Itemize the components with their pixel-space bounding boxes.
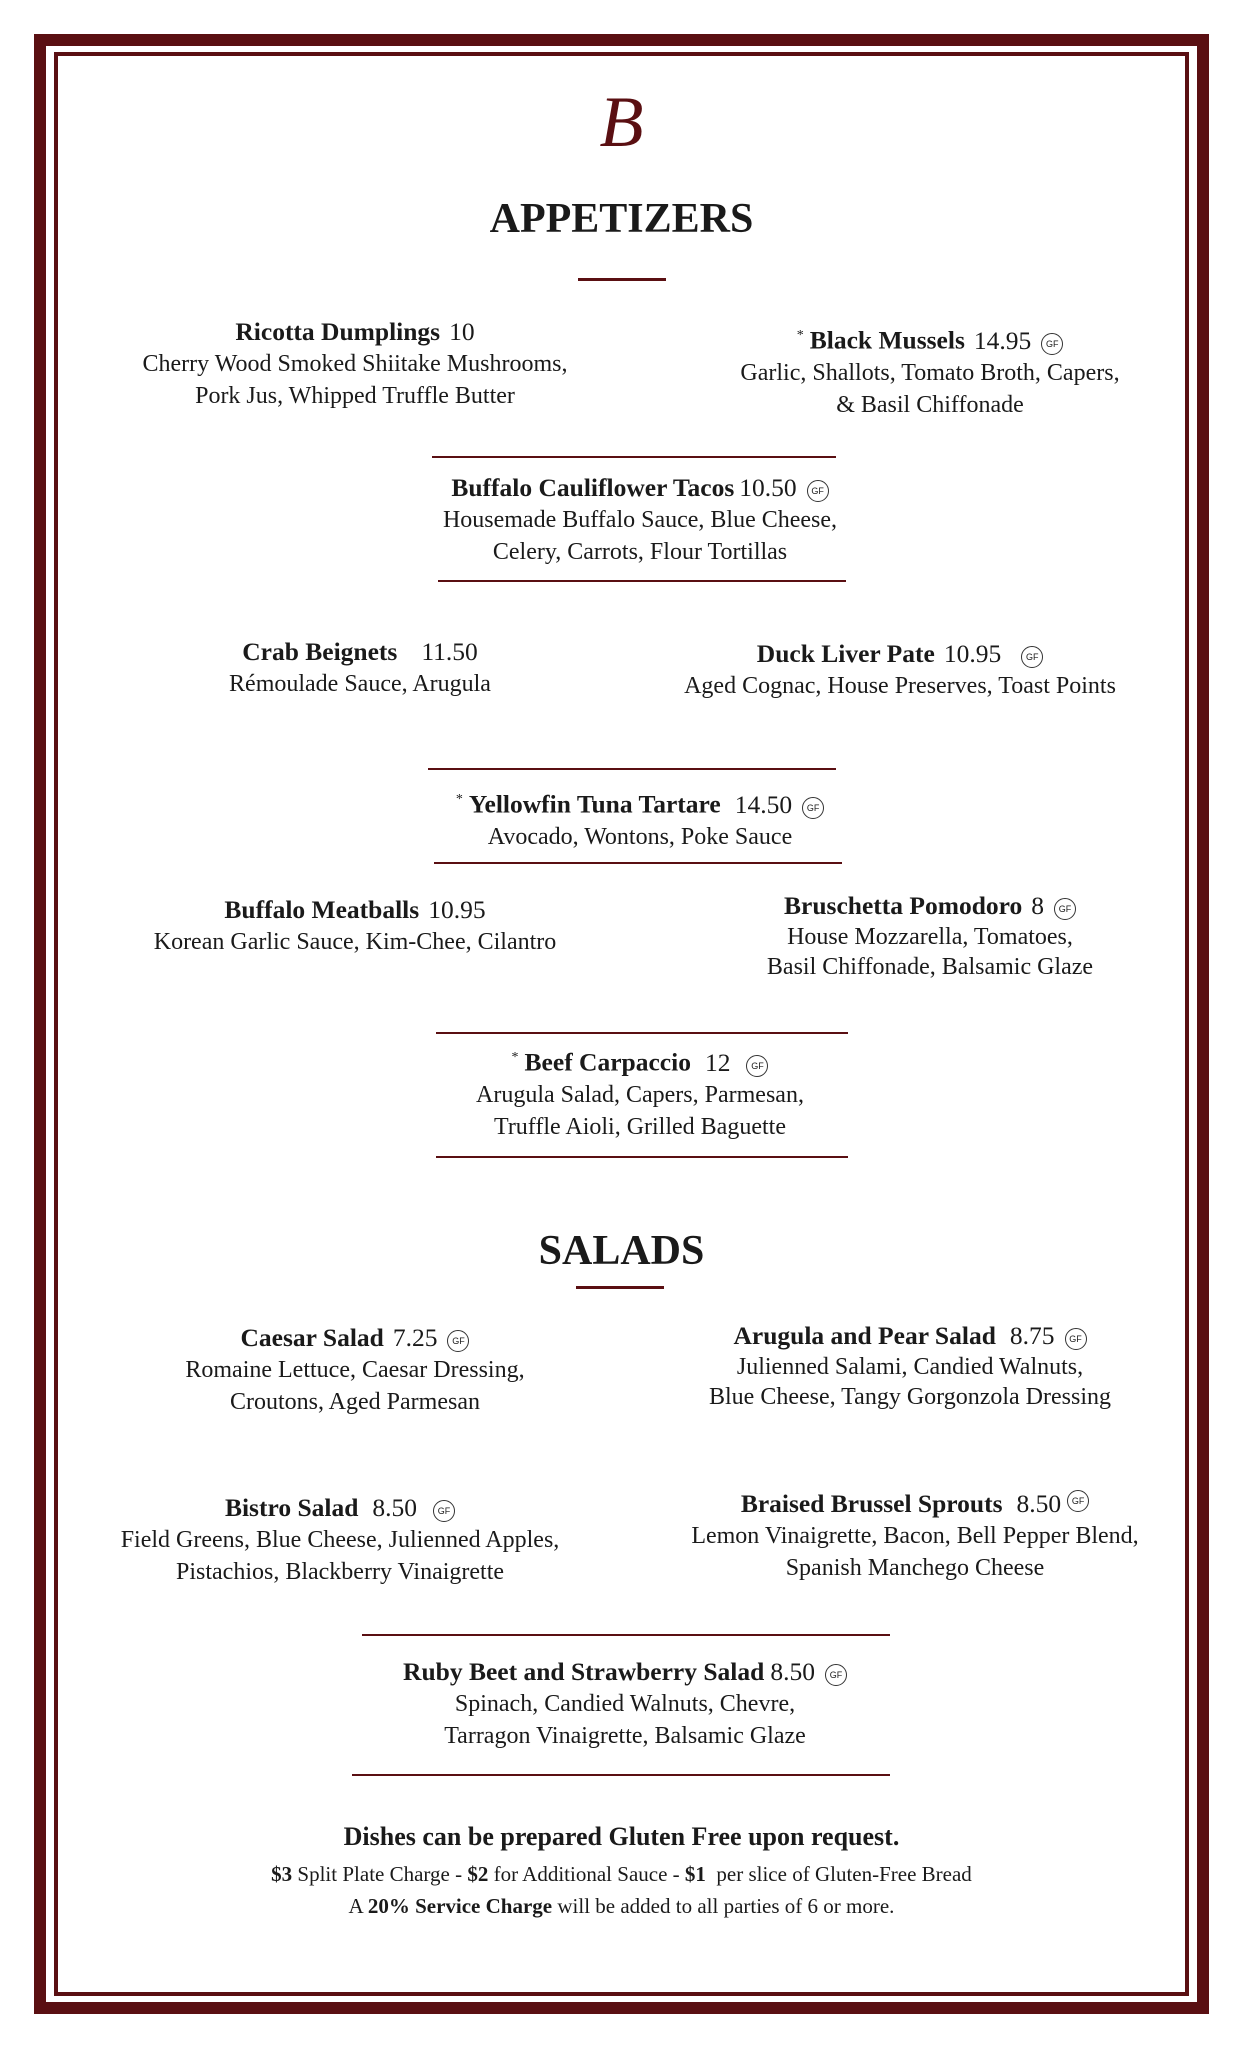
item-price: 10.50 bbox=[739, 473, 797, 502]
item-divider bbox=[352, 1774, 890, 1776]
service-charge-note bbox=[0, 1894, 1243, 1919]
item-name: Ricotta Dumplings bbox=[235, 317, 441, 346]
menu-item bbox=[100, 894, 610, 958]
item-name: Ruby Beet and Strawberry Salad bbox=[403, 1657, 765, 1686]
item-description: Cherry Wood Smoked Shiitake Mushrooms, Pork Jus, Whipped Truffle Butter bbox=[142, 351, 568, 409]
item-description: Field Greens, Blue Cheese, Julienned Apples, Pistachios, Blackberry Vinaigrette bbox=[120, 1527, 560, 1585]
item-description: Lemon Vinaigrette, Bacon, Bell Pepper Blend, Spanish Manchego Cheese bbox=[691, 1523, 1139, 1581]
item-price: 8.50 bbox=[1016, 1489, 1062, 1518]
menu-item bbox=[80, 1492, 600, 1588]
menu-item bbox=[650, 1320, 1170, 1412]
item-description: Arugula Salad, Capers, Parmesan, Truffle Aioli, Grilled Baguette bbox=[476, 1081, 804, 1140]
gluten-free-icon: GF bbox=[825, 1664, 847, 1686]
item-price: 10 bbox=[449, 317, 475, 346]
item-name: Black Mussels bbox=[809, 325, 965, 355]
item-name: Braised Brussel Sprouts bbox=[740, 1489, 1003, 1518]
salads-title-rule bbox=[576, 1286, 664, 1289]
menu-item bbox=[690, 320, 1170, 421]
appetizers-title: APPETIZERS bbox=[489, 196, 754, 242]
item-price: 8.50 bbox=[372, 1493, 418, 1522]
gluten-free-icon: GF bbox=[746, 1055, 768, 1077]
item-price: 8.50 bbox=[770, 1657, 815, 1686]
item-description: Julienned Salami, Candied Walnuts, Blue Cheese, Tangy Gorgonzola Dressing bbox=[708, 1354, 1112, 1410]
menu-item bbox=[130, 1322, 580, 1418]
item-divider bbox=[434, 862, 842, 864]
menu-item bbox=[380, 472, 900, 568]
gluten-free-icon: GF bbox=[802, 797, 824, 819]
menu-item bbox=[380, 784, 900, 853]
split-charge-text: Split Plate Charge - bbox=[292, 1862, 468, 1886]
item-name: Buffalo Meatballs bbox=[224, 895, 420, 924]
item-divider bbox=[436, 1032, 848, 1034]
menu-item bbox=[150, 636, 570, 700]
gluten-free-icon: GF bbox=[1041, 333, 1063, 355]
item-name: Bruschetta Pomodoro bbox=[784, 891, 1023, 920]
item-description: Korean Garlic Sauce, Kim-Chee, Cilantro bbox=[153, 929, 557, 955]
bread-charge-amount: $1 bbox=[684, 1862, 706, 1886]
item-price: 8 bbox=[1031, 891, 1044, 920]
item-price: 10.95 bbox=[428, 895, 486, 924]
item-description: Aged Cognac, House Preserves, Toast Points bbox=[684, 673, 1116, 699]
sauce-charge-amount: $2 bbox=[467, 1862, 489, 1886]
item-price: 14.50 bbox=[734, 789, 793, 819]
item-divider bbox=[428, 768, 836, 770]
gluten-free-icon: GF bbox=[1021, 646, 1043, 668]
menu-item bbox=[690, 890, 1170, 982]
gluten-free-icon: GF bbox=[433, 1500, 455, 1522]
item-price: 10.95 bbox=[943, 639, 1002, 668]
raw-item-asterisk: * bbox=[796, 328, 804, 343]
item-name: Buffalo Cauliflower Tacos bbox=[451, 473, 735, 502]
item-name: Duck Liver Pate bbox=[756, 639, 935, 668]
bread-charge-text: per slice of Gluten-Free Bread bbox=[705, 1862, 972, 1886]
item-description: House Mozzarella, Tomatoes, Basil Chiffonade, Balsamic Glaze bbox=[766, 924, 1094, 980]
item-name: Crab Beignets bbox=[242, 637, 398, 666]
menu-item bbox=[380, 1042, 900, 1143]
item-description: Garlic, Shallots, Tomato Broth, Capers, & Basil Chiffonade bbox=[740, 359, 1120, 418]
gluten-free-icon: GF bbox=[1054, 898, 1076, 920]
item-price: 8.75 bbox=[1009, 1321, 1055, 1350]
item-price: 7.25 bbox=[392, 1323, 438, 1352]
sauce-charge-text: for Additional Sauce - bbox=[488, 1862, 685, 1886]
split-charge-amount: $3 bbox=[271, 1862, 293, 1886]
item-name: Arugula and Pear Salad bbox=[733, 1321, 996, 1350]
menu-item bbox=[650, 1488, 1180, 1584]
charges-note bbox=[0, 1862, 1243, 1887]
item-name: Caesar Salad bbox=[240, 1323, 384, 1352]
gluten-free-icon: GF bbox=[1065, 1328, 1087, 1350]
item-price: 12 bbox=[704, 1047, 731, 1077]
gluten-free-note: Dishes can be prepared Gluten Free upon request. bbox=[343, 1822, 900, 1851]
service-charge-amount: 20% Service Charge bbox=[367, 1894, 553, 1918]
item-divider bbox=[432, 456, 836, 458]
item-divider bbox=[362, 1634, 890, 1636]
menu-item bbox=[100, 316, 610, 412]
appetizers-title-rule bbox=[578, 278, 666, 281]
item-name: Beef Carpaccio bbox=[524, 1047, 691, 1077]
raw-item-asterisk: * bbox=[455, 792, 463, 807]
gluten-free-icon: GF bbox=[807, 480, 829, 502]
item-description: Rémoulade Sauce, Arugula bbox=[229, 671, 491, 697]
menu-item bbox=[340, 1656, 910, 1752]
item-price: 14.95 bbox=[973, 325, 1032, 355]
item-name: Bistro Salad bbox=[224, 1493, 359, 1522]
gluten-free-icon: GF bbox=[447, 1330, 469, 1352]
item-description: Romaine Lettuce, Caesar Dressing, Croutons, Aged Parmesan bbox=[185, 1357, 525, 1415]
service-charge-prefix: A bbox=[348, 1894, 368, 1918]
menu-item bbox=[620, 638, 1180, 702]
raw-item-asterisk: * bbox=[511, 1050, 519, 1065]
service-charge-suffix: will be added to all parties of 6 or more. bbox=[552, 1894, 895, 1918]
item-description: Housemade Buffalo Sauce, Blue Cheese, Celery, Carrots, Flour Tortillas bbox=[442, 507, 838, 565]
item-description: Spinach, Candied Walnuts, Chevre, Tarragon Vinaigrette, Balsamic Glaze bbox=[444, 1691, 806, 1749]
item-name: Yellowfin Tuna Tartare bbox=[468, 789, 721, 819]
item-divider bbox=[436, 1156, 848, 1158]
salads-title: SALADS bbox=[538, 1228, 705, 1274]
gluten-free-icon: GF bbox=[1067, 1490, 1089, 1512]
item-divider bbox=[438, 580, 846, 582]
item-description: Avocado, Wontons, Poke Sauce bbox=[487, 823, 793, 850]
item-price: 11.50 bbox=[421, 637, 478, 666]
restaurant-logo: B bbox=[599, 82, 644, 162]
